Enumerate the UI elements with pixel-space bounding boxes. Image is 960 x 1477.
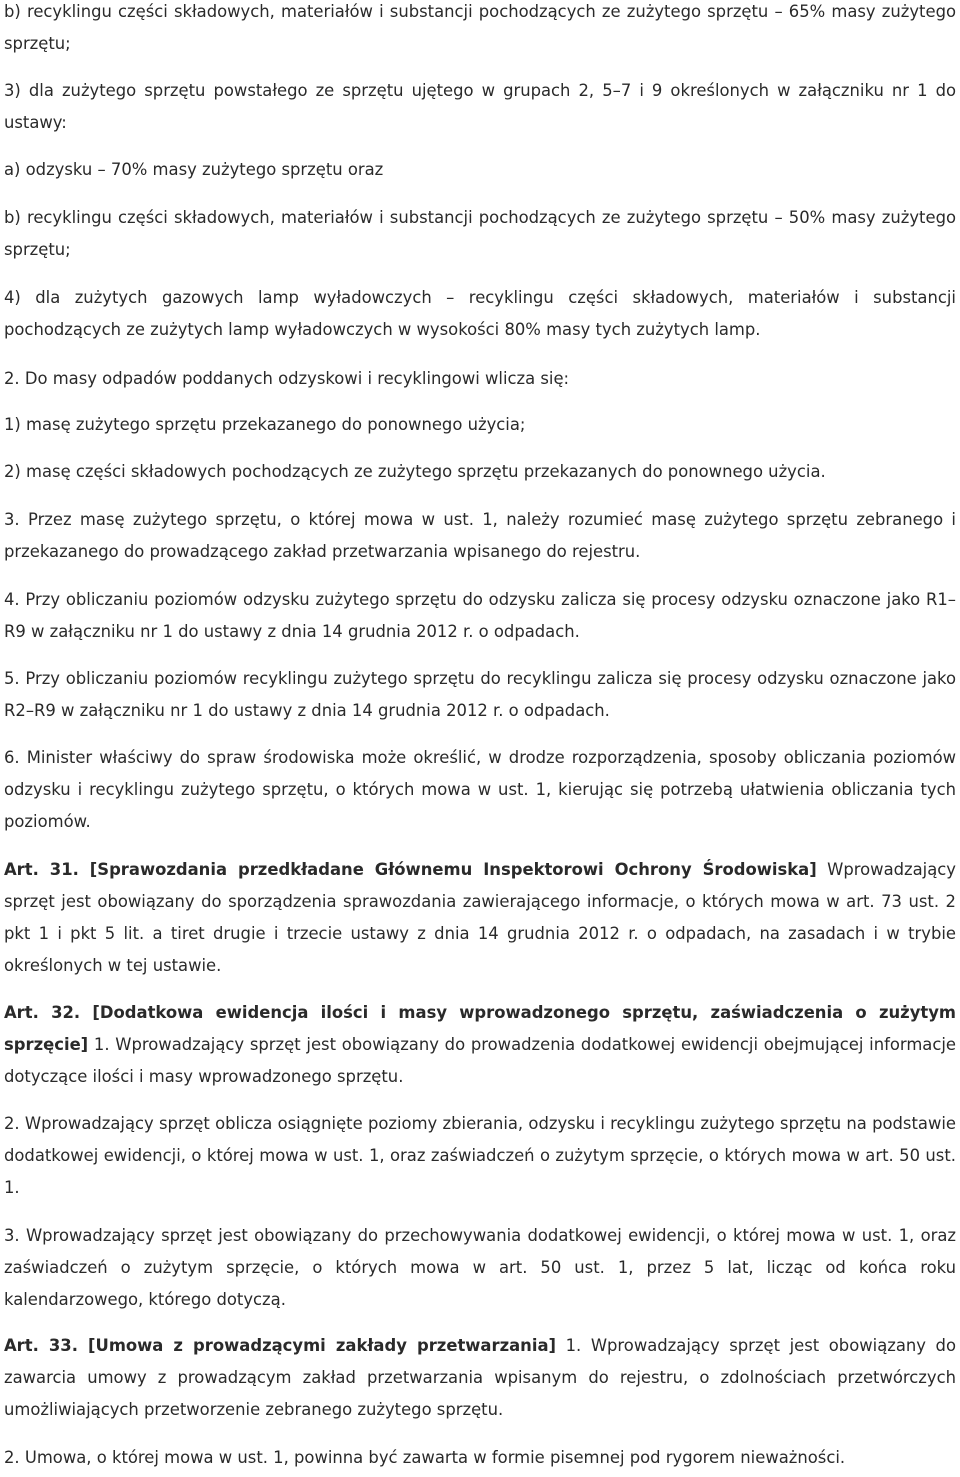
paragraph-text: b) recyklingu części składowych, materiałów i substancji pochodzących ze zużytego sprzętu – 50% masy zużytego sprzętu; (4, 208, 956, 259)
paragraph (4, 0, 956, 60)
paragraph-text: 1. Wprowadzający sprzęt jest obowiązany do prowadzenia dodatkowej ewidencji obejmującej informacje dotyczące ilości i masy wprowadzonego sprzętu. (4, 1035, 956, 1086)
article-32 (4, 997, 956, 1093)
paragraph-text: 3. Wprowadzający sprzęt jest obowiązany do przechowywania dodatkowej ewidencji, o której mowa w ust. 1, oraz zaświadczeń o zużytym sprzęcie, o których mowa w art. 50 ust. 1, przez 5 lat, licząc od końca roku kalendarzowego, którego dotyczą. (4, 1226, 956, 1309)
paragraph (4, 504, 956, 568)
paragraph-text: 4) dla zużytych gazowych lamp wyładowczych – recyklingu części składowych, materiałów i substancji pochodzących ze zużytych lamp wyładowczych w wysokości 80% masy tych zużytych lamp. (4, 288, 956, 339)
paragraph-text: a) odzysku – 70% masy zużytego sprzętu oraz (4, 160, 384, 179)
paragraph-text: Wprowadzający sprzęt jest obowiązany do sporządzenia sprawozdania zawierającego informacje, o których mowa w art. 73 ust. 2 pkt 1 i pkt 5 lit. a tiret drugie i trzecie ustawy z dnia 14 grudnia 2012 r. o odpadach, na zasadach i w trybie określonych w tej ustawie. (4, 860, 956, 975)
paragraph (4, 1108, 956, 1204)
article-heading: Art. 33. [Umowa z prowadzącymi zakłady przetwarzania] (4, 1336, 557, 1355)
paragraph-text: 2. Wprowadzający sprzęt oblicza osiągnięte poziomy zbierania, odzysku i recyklingu zużytego sprzętu na podstawie dodatkowej ewidencji, o której mowa w ust. 1, oraz zaświadczeń o zużytym sprzęcie, o których mowa w art. 50 ust. 1. (4, 1114, 956, 1197)
paragraph (4, 1220, 956, 1316)
paragraph (4, 75, 956, 139)
paragraph (4, 282, 956, 346)
paragraph-text: 2. Do masy odpadów poddanych odzyskowi i recyklingowi wlicza się: (4, 369, 570, 388)
paragraph (4, 409, 956, 441)
paragraph (4, 363, 956, 395)
paragraph-text: 1) masę zużytego sprzętu przekazanego do ponownego użycia; (4, 415, 526, 434)
paragraph-text: 4. Przy obliczaniu poziomów odzysku zużytego sprzętu do odzysku zalicza się procesy odzysku oznaczone jako R1–R9 w załączniku nr 1 do ustawy z dnia 14 grudnia 2012 r. o odpadach. (4, 590, 956, 641)
paragraph-text: 3) dla zużytego sprzętu powstałego ze sprzętu ujętego w grupach 2, 5–7 i 9 określonych w załączniku nr 1 do ustawy: (4, 81, 956, 132)
paragraph (4, 1442, 956, 1474)
paragraph (4, 456, 956, 488)
paragraph-text: b) recyklingu części składowych, materiałów i substancji pochodzących ze zużytego sprzętu – 65% masy zużytego sprzętu; (4, 2, 956, 53)
paragraph (4, 742, 956, 838)
paragraph-text: 5. Przy obliczaniu poziomów recyklingu zużytego sprzętu do recyklingu zalicza się procesy odzysku oznaczone jako R2–R9 w załączniku nr 1 do ustawy z dnia 14 grudnia 2012 r. o odpadach. (4, 669, 956, 720)
article-33 (4, 1330, 956, 1426)
paragraph-text: 2) masę części składowych pochodzących ze zużytego sprzętu przekazanych do ponownego użycia. (4, 462, 826, 481)
article-heading: Art. 32. [Dodatkowa ewidencja ilości i masy wprowadzonego sprzętu, zaświadczenia o zużytym sprzęcie] (4, 1003, 956, 1054)
paragraph (4, 154, 956, 186)
paragraph-text: 1. Wprowadzający sprzęt jest obowiązany do zawarcia umowy z prowadzącym zakład przetwarzania wpisanym do rejestru, o zdolnościach przetwórczych umożliwiających przetworzenie zebranego zużytego sprzętu. (4, 1336, 956, 1419)
paragraph (4, 584, 956, 648)
paragraph (4, 202, 956, 266)
paragraph (4, 663, 956, 727)
paragraph-text: 6. Minister właściwy do spraw środowiska może określić, w drodze rozporządzenia, sposoby obliczania poziomów odzysku i recyklingu zużytego sprzętu, o których mowa w ust. 1, kierując się potrzebą ułatwienia obliczania tych poziomów. (4, 748, 956, 831)
paragraph-text: 2. Umowa, o której mowa w ust. 1, powinna być zawarta w formie pisemnej pod rygorem nieważności. (4, 1448, 846, 1467)
paragraph-text: 3. Przez masę zużytego sprzętu, o której mowa w ust. 1, należy rozumieć masę zużytego sprzętu zebranego i przekazanego do prowadzącego zakład przetwarzania wpisanego do rejestru. (4, 510, 956, 561)
article-31 (4, 854, 956, 982)
article-heading: Art. 31. [Sprawozdania przedkładane Głównemu Inspektorowi Ochrony Środowiska] (4, 860, 817, 879)
